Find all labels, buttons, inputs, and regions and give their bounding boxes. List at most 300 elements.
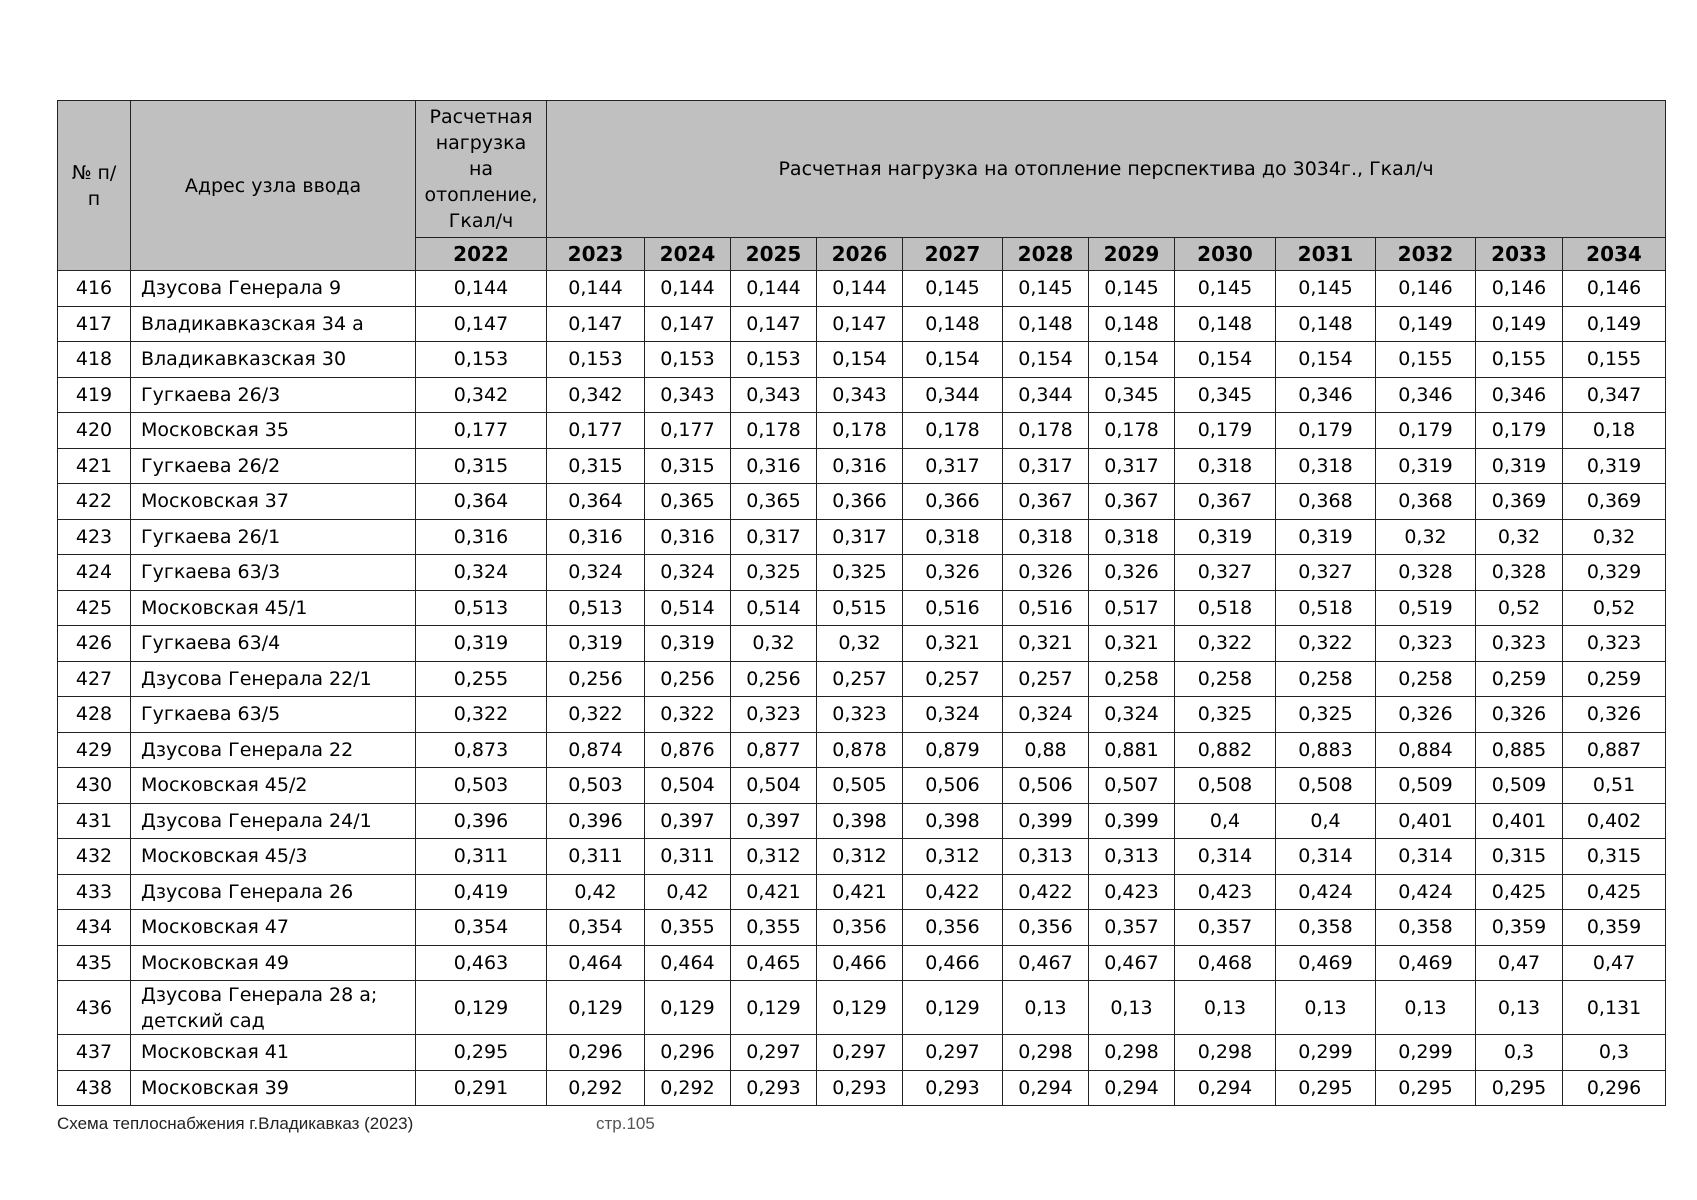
header-year-2022: 2022 (416, 238, 547, 271)
load-value-2029: 0,298 (1089, 1035, 1175, 1071)
load-value-2025: 0,316 (731, 448, 817, 484)
row-number: 418 (58, 342, 131, 378)
row-number: 419 (58, 377, 131, 413)
table-row (58, 874, 1666, 910)
row-address: Гугкаева 63/3 (131, 555, 416, 591)
load-value-2030: 0,4 (1175, 803, 1276, 839)
load-value-2030: 0,154 (1175, 342, 1276, 378)
load-value-2032: 0,13 (1376, 981, 1476, 1035)
load-value-2030: 0,327 (1175, 555, 1276, 591)
load-value-2023: 0,144 (547, 271, 645, 307)
load-value-2024: 0,504 (645, 768, 731, 804)
load-value-2031: 0,319 (1276, 519, 1376, 555)
row-address: Московская 37 (131, 484, 416, 520)
load-value-2032: 0,314 (1376, 839, 1476, 875)
load-value-2023: 0,464 (547, 945, 645, 981)
load-value-2031: 0,368 (1276, 484, 1376, 520)
load-value-2030: 0,148 (1175, 306, 1276, 342)
load-value-2033: 0,259 (1476, 661, 1563, 697)
load-value-2028: 0,399 (1003, 803, 1089, 839)
table-row (58, 768, 1666, 804)
load-value-2025: 0,397 (731, 803, 817, 839)
load-value-2031: 0,325 (1276, 697, 1376, 733)
load-value-2031: 0,258 (1276, 661, 1376, 697)
load-value-2028: 0,324 (1003, 697, 1089, 733)
load-value-2022: 0,147 (416, 306, 547, 342)
load-value-2026: 0,32 (817, 626, 903, 662)
load-value-2028: 0,13 (1003, 981, 1089, 1035)
load-value-2024: 0,397 (645, 803, 731, 839)
row-address: Московская 41 (131, 1035, 416, 1071)
load-value-2027: 0,398 (903, 803, 1003, 839)
load-value-2023: 0,874 (547, 732, 645, 768)
load-value-2033: 0,295 (1476, 1070, 1563, 1106)
load-value-2030: 0,13 (1175, 981, 1276, 1035)
load-value-2032: 0,149 (1376, 306, 1476, 342)
row-address: Дзусова Генерала 24/1 (131, 803, 416, 839)
load-value-2024: 0,144 (645, 271, 731, 307)
row-address: Владикавказская 34 а (131, 306, 416, 342)
load-value-2034: 0,3 (1563, 1035, 1666, 1071)
load-value-2034: 0,326 (1563, 697, 1666, 733)
load-value-2023: 0,147 (547, 306, 645, 342)
row-number: 436 (58, 981, 131, 1035)
heat-load-table (57, 100, 1666, 1106)
load-value-2024: 0,315 (645, 448, 731, 484)
load-value-2034: 0,315 (1563, 839, 1666, 875)
load-value-2034: 0,149 (1563, 306, 1666, 342)
load-value-2024: 0,147 (645, 306, 731, 342)
load-value-2033: 0,315 (1476, 839, 1563, 875)
load-value-2032: 0,295 (1376, 1070, 1476, 1106)
load-value-2033: 0,401 (1476, 803, 1563, 839)
load-value-2029: 0,324 (1089, 697, 1175, 733)
load-value-2030: 0,423 (1175, 874, 1276, 910)
load-value-2031: 0,518 (1276, 590, 1376, 626)
load-value-2033: 0,149 (1476, 306, 1563, 342)
load-value-2029: 0,313 (1089, 839, 1175, 875)
load-value-2022: 0,319 (416, 626, 547, 662)
load-value-2033: 0,425 (1476, 874, 1563, 910)
load-value-2026: 0,317 (817, 519, 903, 555)
load-value-2031: 0,13 (1276, 981, 1376, 1035)
load-value-2023: 0,322 (547, 697, 645, 733)
load-value-2029: 0,145 (1089, 271, 1175, 307)
load-value-2027: 0,321 (903, 626, 1003, 662)
row-number: 429 (58, 732, 131, 768)
load-value-2031: 0,148 (1276, 306, 1376, 342)
load-value-2030: 0,325 (1175, 697, 1276, 733)
load-value-2022: 0,315 (416, 448, 547, 484)
load-value-2024: 0,316 (645, 519, 731, 555)
load-value-2023: 0,324 (547, 555, 645, 591)
load-value-2024: 0,464 (645, 945, 731, 981)
load-value-2026: 0,257 (817, 661, 903, 697)
row-number: 428 (58, 697, 131, 733)
load-value-2025: 0,365 (731, 484, 817, 520)
load-value-2034: 0,52 (1563, 590, 1666, 626)
load-value-2026: 0,293 (817, 1070, 903, 1106)
load-value-2029: 0,13 (1089, 981, 1175, 1035)
load-value-2032: 0,299 (1376, 1035, 1476, 1071)
load-value-2023: 0,177 (547, 413, 645, 449)
load-value-2022: 0,419 (416, 874, 547, 910)
load-value-2026: 0,323 (817, 697, 903, 733)
load-value-2033: 0,509 (1476, 768, 1563, 804)
load-value-2030: 0,468 (1175, 945, 1276, 981)
header-year-2023: 2023 (547, 238, 645, 271)
load-value-2030: 0,319 (1175, 519, 1276, 555)
header-address: Адрес узла ввода (131, 101, 416, 271)
load-value-2025: 0,312 (731, 839, 817, 875)
load-value-2032: 0,328 (1376, 555, 1476, 591)
load-value-2026: 0,129 (817, 981, 903, 1035)
row-number: 421 (58, 448, 131, 484)
load-value-2024: 0,153 (645, 342, 731, 378)
load-value-2023: 0,319 (547, 626, 645, 662)
load-value-2023: 0,503 (547, 768, 645, 804)
row-address: Московская 45/3 (131, 839, 416, 875)
row-number: 424 (58, 555, 131, 591)
header-year-2031: 2031 (1276, 238, 1376, 271)
load-value-2027: 0,516 (903, 590, 1003, 626)
row-address: Московская 45/2 (131, 768, 416, 804)
load-value-2030: 0,345 (1175, 377, 1276, 413)
header-calc-load: Расчетная нагрузка на отопление, Гкал/ч (416, 101, 547, 238)
load-value-2033: 0,319 (1476, 448, 1563, 484)
row-address: Владикавказская 30 (131, 342, 416, 378)
row-address: Московская 39 (131, 1070, 416, 1106)
load-value-2027: 0,129 (903, 981, 1003, 1035)
load-value-2024: 0,311 (645, 839, 731, 875)
load-value-2028: 0,294 (1003, 1070, 1089, 1106)
load-value-2025: 0,293 (731, 1070, 817, 1106)
load-value-2025: 0,504 (731, 768, 817, 804)
load-value-2028: 0,313 (1003, 839, 1089, 875)
load-value-2022: 0,322 (416, 697, 547, 733)
load-value-2026: 0,466 (817, 945, 903, 981)
load-value-2030: 0,882 (1175, 732, 1276, 768)
load-value-2029: 0,178 (1089, 413, 1175, 449)
load-value-2026: 0,398 (817, 803, 903, 839)
load-value-2026: 0,316 (817, 448, 903, 484)
load-value-2034: 0,323 (1563, 626, 1666, 662)
header-year-2029: 2029 (1089, 238, 1175, 271)
load-value-2029: 0,881 (1089, 732, 1175, 768)
load-value-2028: 0,318 (1003, 519, 1089, 555)
load-value-2033: 0,146 (1476, 271, 1563, 307)
load-value-2027: 0,145 (903, 271, 1003, 307)
table-row (58, 732, 1666, 768)
table-row (58, 661, 1666, 697)
load-value-2031: 0,883 (1276, 732, 1376, 768)
row-number: 423 (58, 519, 131, 555)
load-value-2031: 0,154 (1276, 342, 1376, 378)
load-value-2024: 0,343 (645, 377, 731, 413)
load-value-2034: 0,51 (1563, 768, 1666, 804)
row-address: Дзусова Генерала 22 (131, 732, 416, 768)
load-value-2027: 0,366 (903, 484, 1003, 520)
table-row (58, 981, 1666, 1035)
load-value-2026: 0,147 (817, 306, 903, 342)
load-value-2034: 0,319 (1563, 448, 1666, 484)
load-value-2034: 0,402 (1563, 803, 1666, 839)
load-value-2026: 0,366 (817, 484, 903, 520)
load-value-2029: 0,326 (1089, 555, 1175, 591)
header-year-2028: 2028 (1003, 238, 1089, 271)
load-value-2024: 0,514 (645, 590, 731, 626)
header-year-2026: 2026 (817, 238, 903, 271)
load-value-2025: 0,514 (731, 590, 817, 626)
load-value-2031: 0,327 (1276, 555, 1376, 591)
load-value-2028: 0,326 (1003, 555, 1089, 591)
load-value-2033: 0,326 (1476, 697, 1563, 733)
load-value-2023: 0,42 (547, 874, 645, 910)
load-value-2033: 0,52 (1476, 590, 1563, 626)
load-value-2032: 0,258 (1376, 661, 1476, 697)
load-value-2027: 0,422 (903, 874, 1003, 910)
load-value-2032: 0,424 (1376, 874, 1476, 910)
load-value-2033: 0,13 (1476, 981, 1563, 1035)
row-number: 422 (58, 484, 131, 520)
load-value-2029: 0,345 (1089, 377, 1175, 413)
load-value-2022: 0,503 (416, 768, 547, 804)
load-value-2022: 0,177 (416, 413, 547, 449)
row-address: Гугкаева 26/2 (131, 448, 416, 484)
load-value-2029: 0,318 (1089, 519, 1175, 555)
table-row (58, 1035, 1666, 1071)
load-value-2023: 0,311 (547, 839, 645, 875)
load-value-2028: 0,88 (1003, 732, 1089, 768)
load-value-2023: 0,396 (547, 803, 645, 839)
load-value-2022: 0,255 (416, 661, 547, 697)
row-address: Гугкаева 63/4 (131, 626, 416, 662)
load-value-2025: 0,144 (731, 271, 817, 307)
footer-page-number: стр.105 (596, 1114, 655, 1133)
load-value-2034: 0,425 (1563, 874, 1666, 910)
load-value-2023: 0,513 (547, 590, 645, 626)
load-value-2022: 0,311 (416, 839, 547, 875)
load-value-2027: 0,318 (903, 519, 1003, 555)
load-value-2022: 0,324 (416, 555, 547, 591)
load-value-2029: 0,154 (1089, 342, 1175, 378)
load-value-2032: 0,326 (1376, 697, 1476, 733)
load-value-2028: 0,422 (1003, 874, 1089, 910)
row-address: Дзусова Генерала 9 (131, 271, 416, 307)
header-year-2033: 2033 (1476, 238, 1563, 271)
load-value-2028: 0,506 (1003, 768, 1089, 804)
load-value-2031: 0,179 (1276, 413, 1376, 449)
load-value-2028: 0,356 (1003, 910, 1089, 946)
load-value-2023: 0,364 (547, 484, 645, 520)
load-value-2032: 0,358 (1376, 910, 1476, 946)
load-value-2033: 0,885 (1476, 732, 1563, 768)
load-value-2027: 0,356 (903, 910, 1003, 946)
load-value-2023: 0,129 (547, 981, 645, 1035)
table-row (58, 697, 1666, 733)
table-row (58, 413, 1666, 449)
load-value-2028: 0,148 (1003, 306, 1089, 342)
load-value-2024: 0,322 (645, 697, 731, 733)
header-year-2032: 2032 (1376, 238, 1476, 271)
load-value-2032: 0,323 (1376, 626, 1476, 662)
load-value-2026: 0,297 (817, 1035, 903, 1071)
load-value-2024: 0,129 (645, 981, 731, 1035)
load-value-2023: 0,316 (547, 519, 645, 555)
row-address: Гугкаева 26/1 (131, 519, 416, 555)
table-row (58, 910, 1666, 946)
load-value-2034: 0,18 (1563, 413, 1666, 449)
row-number: 435 (58, 945, 131, 981)
load-value-2034: 0,259 (1563, 661, 1666, 697)
load-value-2031: 0,145 (1276, 271, 1376, 307)
load-value-2033: 0,3 (1476, 1035, 1563, 1071)
row-address: Гугкаева 63/5 (131, 697, 416, 733)
load-value-2033: 0,155 (1476, 342, 1563, 378)
load-value-2027: 0,326 (903, 555, 1003, 591)
load-value-2022: 0,153 (416, 342, 547, 378)
load-value-2027: 0,293 (903, 1070, 1003, 1106)
load-value-2026: 0,515 (817, 590, 903, 626)
table-row (58, 377, 1666, 413)
load-value-2029: 0,423 (1089, 874, 1175, 910)
table-row (58, 519, 1666, 555)
row-number: 438 (58, 1070, 131, 1106)
table-row (58, 306, 1666, 342)
load-value-2022: 0,354 (416, 910, 547, 946)
load-value-2032: 0,155 (1376, 342, 1476, 378)
load-value-2025: 0,325 (731, 555, 817, 591)
row-number: 430 (58, 768, 131, 804)
load-value-2026: 0,356 (817, 910, 903, 946)
load-value-2023: 0,315 (547, 448, 645, 484)
load-value-2026: 0,421 (817, 874, 903, 910)
load-value-2032: 0,368 (1376, 484, 1476, 520)
load-value-2033: 0,369 (1476, 484, 1563, 520)
header-year-2030: 2030 (1175, 238, 1276, 271)
load-value-2029: 0,357 (1089, 910, 1175, 946)
load-value-2028: 0,317 (1003, 448, 1089, 484)
row-number: 431 (58, 803, 131, 839)
load-value-2025: 0,465 (731, 945, 817, 981)
heat-load-table-container (57, 100, 1665, 1106)
row-address: Дзусова Генерала 28 а; детский сад (131, 981, 416, 1035)
load-value-2024: 0,876 (645, 732, 731, 768)
table-row (58, 342, 1666, 378)
load-value-2028: 0,321 (1003, 626, 1089, 662)
footer-document-title: Схема теплоснабжения г.Владикавказ (2023) (57, 1114, 414, 1133)
row-address: Московская 49 (131, 945, 416, 981)
load-value-2030: 0,508 (1175, 768, 1276, 804)
load-value-2025: 0,178 (731, 413, 817, 449)
load-value-2027: 0,324 (903, 697, 1003, 733)
load-value-2029: 0,507 (1089, 768, 1175, 804)
load-value-2023: 0,296 (547, 1035, 645, 1071)
load-value-2027: 0,344 (903, 377, 1003, 413)
load-value-2033: 0,179 (1476, 413, 1563, 449)
row-address: Дзусова Генерала 22/1 (131, 661, 416, 697)
load-value-2034: 0,146 (1563, 271, 1666, 307)
load-value-2034: 0,359 (1563, 910, 1666, 946)
load-value-2028: 0,154 (1003, 342, 1089, 378)
row-number: 427 (58, 661, 131, 697)
load-value-2027: 0,466 (903, 945, 1003, 981)
table-row (58, 448, 1666, 484)
load-value-2031: 0,318 (1276, 448, 1376, 484)
load-value-2025: 0,421 (731, 874, 817, 910)
load-value-2031: 0,314 (1276, 839, 1376, 875)
row-address: Московская 45/1 (131, 590, 416, 626)
load-value-2028: 0,178 (1003, 413, 1089, 449)
load-value-2028: 0,344 (1003, 377, 1089, 413)
load-value-2025: 0,153 (731, 342, 817, 378)
row-address: Гугкаева 26/3 (131, 377, 416, 413)
load-value-2033: 0,346 (1476, 377, 1563, 413)
load-value-2034: 0,887 (1563, 732, 1666, 768)
load-value-2030: 0,314 (1175, 839, 1276, 875)
load-value-2023: 0,342 (547, 377, 645, 413)
load-value-2028: 0,516 (1003, 590, 1089, 626)
load-value-2025: 0,877 (731, 732, 817, 768)
header-perspective: Расчетная нагрузка на отопление перспектива до 3034г., Гкал/ч (547, 101, 1666, 238)
load-value-2025: 0,147 (731, 306, 817, 342)
load-value-2033: 0,328 (1476, 555, 1563, 591)
load-value-2022: 0,316 (416, 519, 547, 555)
load-value-2034: 0,369 (1563, 484, 1666, 520)
row-number: 433 (58, 874, 131, 910)
load-value-2031: 0,469 (1276, 945, 1376, 981)
load-value-2028: 0,257 (1003, 661, 1089, 697)
load-value-2034: 0,131 (1563, 981, 1666, 1035)
header-num: № п/п (58, 101, 131, 271)
load-value-2029: 0,258 (1089, 661, 1175, 697)
load-value-2022: 0,364 (416, 484, 547, 520)
load-value-2022: 0,295 (416, 1035, 547, 1071)
load-value-2029: 0,467 (1089, 945, 1175, 981)
load-value-2026: 0,505 (817, 768, 903, 804)
load-value-2031: 0,358 (1276, 910, 1376, 946)
load-value-2030: 0,298 (1175, 1035, 1276, 1071)
table-row (58, 555, 1666, 591)
load-value-2022: 0,129 (416, 981, 547, 1035)
row-number: 426 (58, 626, 131, 662)
load-value-2022: 0,144 (416, 271, 547, 307)
load-value-2027: 0,317 (903, 448, 1003, 484)
load-value-2024: 0,365 (645, 484, 731, 520)
load-value-2033: 0,359 (1476, 910, 1563, 946)
load-value-2027: 0,148 (903, 306, 1003, 342)
load-value-2029: 0,294 (1089, 1070, 1175, 1106)
load-value-2028: 0,367 (1003, 484, 1089, 520)
load-value-2034: 0,155 (1563, 342, 1666, 378)
load-value-2032: 0,319 (1376, 448, 1476, 484)
load-value-2033: 0,32 (1476, 519, 1563, 555)
load-value-2023: 0,153 (547, 342, 645, 378)
load-value-2023: 0,292 (547, 1070, 645, 1106)
load-value-2026: 0,878 (817, 732, 903, 768)
load-value-2031: 0,295 (1276, 1070, 1376, 1106)
load-value-2022: 0,513 (416, 590, 547, 626)
load-value-2026: 0,178 (817, 413, 903, 449)
row-number: 416 (58, 271, 131, 307)
load-value-2029: 0,321 (1089, 626, 1175, 662)
row-number: 432 (58, 839, 131, 875)
load-value-2025: 0,343 (731, 377, 817, 413)
table-row (58, 839, 1666, 875)
row-number: 434 (58, 910, 131, 946)
load-value-2022: 0,342 (416, 377, 547, 413)
load-value-2034: 0,47 (1563, 945, 1666, 981)
